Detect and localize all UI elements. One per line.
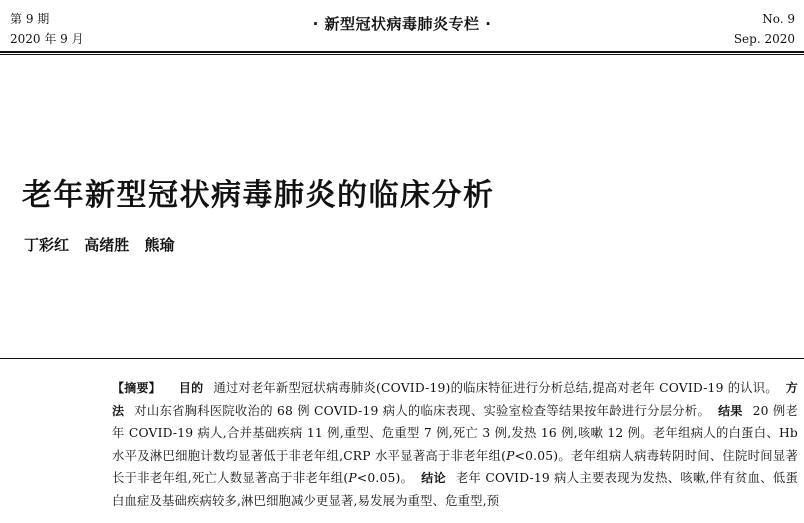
- author: 熊瑜: [144, 236, 175, 254]
- objective-label: 目的: [178, 381, 204, 395]
- column-title: · 新型冠状病毒肺炎专栏 ·: [312, 15, 492, 33]
- abstract: [112, 377, 798, 513]
- section-divider: [0, 358, 804, 359]
- issue-number: 第 9 期: [10, 12, 50, 26]
- methods-text: 对山东省胸科医院收治的 68 例 COVID-19 病人的临床表现、实验室检查等结果按年龄进行分层分析。: [134, 403, 711, 418]
- issue-date: 2020 年 9 月: [10, 32, 84, 46]
- running-header-right: [734, 9, 795, 49]
- results-label: 结果: [718, 403, 743, 418]
- methods-label: 方法: [112, 381, 798, 418]
- issue-date-en: Sep. 2020: [733, 32, 795, 46]
- header-rule-thick: [0, 51, 804, 53]
- results-text: <0.05)。: [356, 471, 414, 486]
- author-list: [24, 234, 185, 255]
- objective-text: 通过对老年新型冠状病毒肺炎(COVID-19)的临床特征进行分析总结,提高对老年 COVID-19 的认识。: [213, 381, 778, 395]
- conclusion-text: 老年 COVID-19 病人主要表现为发热、咳嗽,伴有贫血、低蛋白血症及基础疾病较多,淋巴细胞减少更显著,易发展为重型、危重型,预: [112, 471, 798, 508]
- author: 高绪胜: [84, 236, 130, 254]
- author: 丁彩红: [24, 236, 70, 254]
- abstract-label: 【摘要】: [112, 381, 161, 395]
- abstract-paragraph: [112, 377, 798, 513]
- header-rule-thin: [0, 54, 804, 55]
- results-text: 20 例老年 COVID-19 病人,合并基础疾病 11 例,重型、危重型 7 例,死亡 3 例,发热 16 例,咳嗽 12 例。老年组病人的白蛋白、Hb 水平及淋巴细胞计数均显著低于非老年组,CRP 水平显著高于非老年组(: [112, 403, 798, 463]
- p-value-symbol: P: [348, 471, 357, 486]
- issue-number-en: No. 9: [762, 12, 795, 26]
- p-value-symbol: P: [506, 448, 515, 463]
- article-title: 老年新型冠状病毒肺炎的临床分析: [22, 178, 495, 213]
- results-text: <0.05)。老年组病人病毒转阴时间、住院时间显著长于非老年组,死亡人数显著高于非老年组(: [112, 448, 799, 486]
- conclusion-label: 结论: [421, 471, 446, 486]
